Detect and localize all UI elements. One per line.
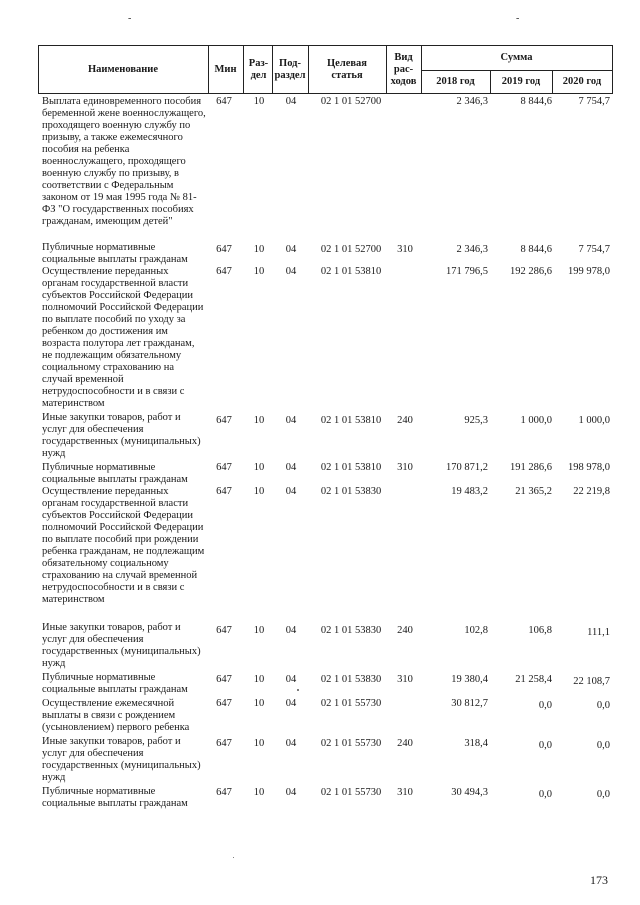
row-2018: 170 871,2: [446, 462, 488, 473]
row-min: 647: [216, 96, 232, 107]
row-podrazdel: 04: [285, 244, 297, 255]
row-2019: 0,0: [538, 700, 552, 711]
row-podrazdel: 04: [285, 96, 297, 107]
row-razdel: 10: [253, 244, 265, 255]
row-vid: 240: [397, 738, 413, 749]
row-vid: 310: [397, 244, 413, 255]
row-celevaya: 02 1 01 55730: [320, 698, 382, 709]
row-vid: 310: [397, 462, 413, 473]
row-podrazdel: 04: [285, 462, 297, 473]
row-min: 647: [216, 698, 232, 709]
header-name: Наименование: [88, 63, 158, 75]
header-podrazdel: Под-раздел: [274, 57, 306, 81]
header-razdel: Раз-дел: [248, 57, 269, 81]
row-2020: 0,0: [596, 700, 610, 711]
row-2019: 8 844,6: [520, 96, 552, 107]
row-name: Публичные нормативные социальные выплаты гражданам: [42, 672, 188, 695]
row-razdel: 10: [253, 738, 265, 749]
row-celevaya: 02 1 01 53830: [320, 625, 382, 636]
row-razdel: 10: [253, 698, 265, 709]
row-podrazdel: 04: [285, 674, 297, 685]
row-name: Публичные нормативные социальные выплаты гражданам: [42, 786, 188, 809]
row-name: Публичные нормативные социальные выплаты гражданам: [42, 462, 188, 485]
row-vid: 240: [397, 625, 413, 636]
row-celevaya: 02 1 01 52700: [320, 96, 382, 107]
top-mark-right: -: [516, 13, 520, 24]
row-2018: 2 346,3: [456, 244, 488, 255]
row-name: Осуществление переданных органам государственной власти субъектов Российской Федерации полномочий Российской Федерации по выплате пособий при рождении ребенка гражданам, не подлежащим обязательному социальному страхованию на случай временной нетрудоспособности и в связи с материнством: [42, 486, 205, 605]
row-2019: 106,8: [528, 625, 552, 636]
row-celevaya: 02 1 01 52700: [320, 244, 382, 255]
row-celevaya: 02 1 01 53810: [320, 462, 382, 473]
header-year-2019: 2019 год: [501, 75, 541, 87]
row-2020: 22 219,8: [573, 486, 610, 497]
row-name: Публичные нормативные социальные выплаты гражданам: [42, 242, 188, 265]
row-2018: 318,4: [464, 738, 488, 749]
table-header: [38, 45, 613, 94]
header-min: Мин: [214, 63, 237, 75]
row-min: 647: [216, 462, 232, 473]
row-name: Осуществление ежемесячной выплаты в связи с рождением (усыновлением) первого ребенка: [42, 698, 190, 733]
row-2019: 1 000,0: [520, 415, 552, 426]
row-razdel: 10: [253, 625, 265, 636]
row-2018: 102,8: [464, 625, 488, 636]
row-min: 647: [216, 486, 232, 497]
row-min: 647: [216, 244, 232, 255]
row-celevaya: 02 1 01 53810: [320, 266, 382, 277]
row-2020: 1 000,0: [578, 415, 610, 426]
row-min: 647: [216, 674, 232, 685]
row-min: 647: [216, 266, 232, 277]
row-2019: 0,0: [538, 789, 552, 800]
row-2018: 19 380,4: [451, 674, 488, 685]
row-razdel: 10: [253, 266, 265, 277]
row-celevaya: 02 1 01 53830: [320, 674, 382, 685]
row-name: Иные закупки товаров, работ и услуг для обеспечения государственных (муниципальных) нужд: [42, 622, 201, 669]
row-name: Иные закупки товаров, работ и услуг для обеспечения государственных (муниципальных) нужд: [42, 736, 201, 783]
row-2018: 30 494,3: [451, 787, 488, 798]
row-2020: 7 754,7: [578, 244, 610, 255]
row-min: 647: [216, 625, 232, 636]
row-min: 647: [216, 415, 232, 426]
row-celevaya: 02 1 01 55730: [320, 787, 382, 798]
header-vid: Вид рас-ходов: [390, 51, 417, 87]
row-name: Осуществление переданных органам государственной власти субъектов Российской Федерации полномочий Российской Федерации по выплате пособий по уходу за ребенком до достижения им возраста полутора лет гражданам, не подлежащим обязательному социальному страхованию на случай временной нетрудоспособности и в связи с материнством: [42, 266, 204, 409]
row-2019: 192 286,6: [510, 266, 552, 277]
row-2018: 925,3: [464, 415, 488, 426]
row-name: Выплата единовременного пособия беременной жене военнослужащего, проходящего военную службу по призыву, а также ежемесячного пособия на ребенка военнослужащего, проходящего военную службу по призыву, в соответствии с Федеральным законом от 19 мая 1995 года № 81-ФЗ "О государственных пособиях гражданам, имеющим детей": [42, 96, 206, 227]
row-podrazdel: 04: [285, 698, 297, 709]
header-year-2018: 2018 год: [436, 75, 475, 87]
row-2018: 171 796,5: [446, 266, 488, 277]
row-2018: 2 346,3: [456, 96, 488, 107]
row-2020: 22 108,7: [573, 676, 610, 687]
scan-speck: [297, 689, 299, 691]
row-2020: 199 978,0: [568, 266, 610, 277]
header-summa: Сумма: [500, 52, 533, 63]
row-podrazdel: 04: [285, 415, 297, 426]
row-podrazdel: 04: [285, 738, 297, 749]
row-celevaya: 02 1 01 55730: [320, 738, 382, 749]
row-razdel: 10: [253, 674, 265, 685]
top-mark-left: -: [128, 13, 132, 24]
row-podrazdel: 04: [285, 625, 297, 636]
row-2020: 7 754,7: [578, 96, 610, 107]
page-number: 173: [590, 873, 608, 887]
row-podrazdel: 04: [285, 266, 297, 277]
row-razdel: 10: [253, 415, 265, 426]
row-razdel: 10: [253, 462, 265, 473]
row-2018: 19 483,2: [451, 486, 488, 497]
row-name: Иные закупки товаров, работ и услуг для обеспечения государственных (муниципальных) нужд: [42, 412, 201, 459]
header-celevaya: Целевая статья: [327, 57, 367, 81]
row-min: 647: [216, 738, 232, 749]
row-razdel: 10: [253, 486, 265, 497]
row-2018: 30 812,7: [451, 698, 488, 709]
row-2020: 111,1: [587, 627, 610, 638]
row-vid: 310: [397, 787, 413, 798]
row-2020: 198 978,0: [568, 462, 610, 473]
row-podrazdel: 04: [285, 787, 297, 798]
row-razdel: 10: [253, 96, 265, 107]
row-razdel: 10: [253, 787, 265, 798]
row-celevaya: 02 1 01 53810: [320, 415, 382, 426]
row-2019: 21 365,2: [515, 486, 552, 497]
row-2020: 0,0: [596, 789, 610, 800]
row-podrazdel: 04: [285, 486, 297, 497]
row-min: 647: [216, 787, 232, 798]
row-vid: 310: [397, 674, 413, 685]
header-divider: [612, 46, 613, 93]
scan-speck: [233, 857, 234, 858]
row-2019: 8 844,6: [520, 244, 552, 255]
row-2019: 0,0: [538, 740, 552, 751]
row-vid: 240: [397, 415, 413, 426]
row-2019: 191 286,6: [510, 462, 552, 473]
row-2020: 0,0: [596, 740, 610, 751]
row-2019: 21 258,4: [515, 674, 552, 685]
row-celevaya: 02 1 01 53830: [320, 486, 382, 497]
header-year-2020: 2020 год: [562, 75, 602, 87]
